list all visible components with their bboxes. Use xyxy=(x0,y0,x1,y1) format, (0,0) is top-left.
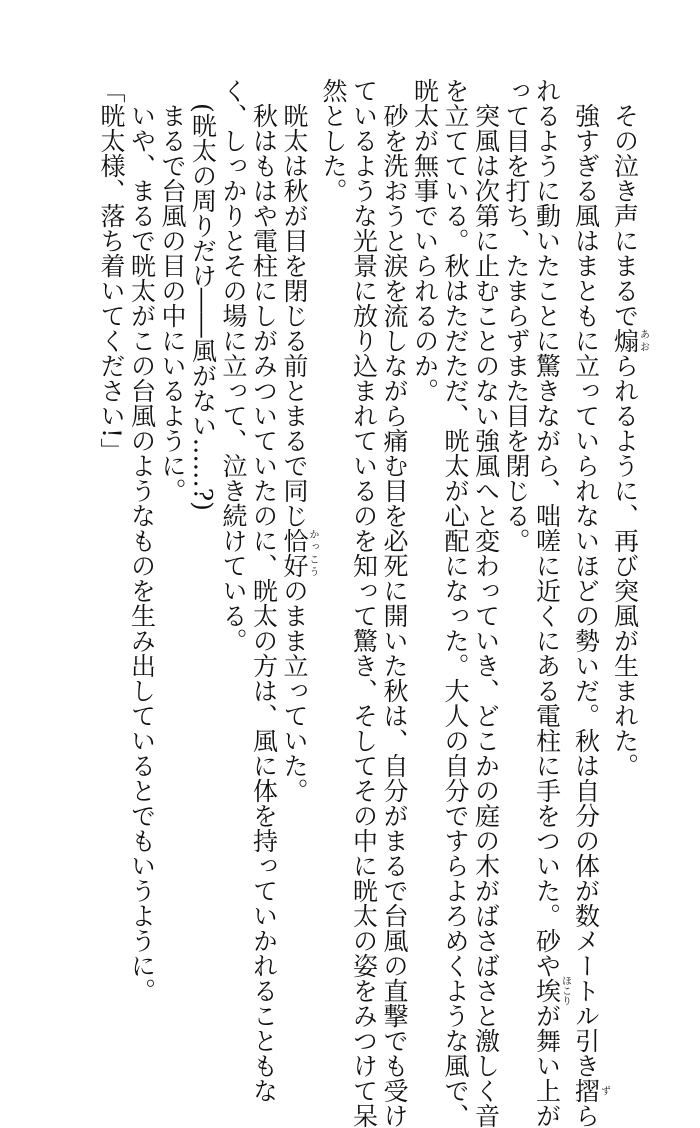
text-segment: 秋はもはや電柱にしがみついていたのに、晄太の方は、風に体を持っていかれることもな xyxy=(249,103,279,1103)
text-line xyxy=(248,78,279,1103)
text-segment: のまま立っていた。 xyxy=(280,578,309,803)
text-segment: が舞い上が xyxy=(532,1003,562,1128)
vertical-text-body xyxy=(96,78,649,1128)
text-line xyxy=(187,78,218,978)
furigana-word: 恰好かっこう xyxy=(280,528,318,578)
text-segment: まるで台風の目の中にいるように。 xyxy=(158,103,187,503)
text-segment: ているような光景に放り込まれているのを知って驚き、そしてその中に晄太の姿をみつけて呆 xyxy=(349,78,379,1128)
text-segment: 砂を洗おうと涙を流しながら痛む目を必死に開いた秋は、自分がまるで台風の直撃でも受け xyxy=(380,103,409,1128)
text-segment: 「晄太様、落ち着いてください!」 xyxy=(97,78,126,464)
text-line xyxy=(318,78,349,978)
text-line xyxy=(348,78,379,1128)
text-line xyxy=(531,78,571,1128)
text-segment: 然とした。 xyxy=(319,78,348,203)
furigana-reading: かっこう xyxy=(307,528,318,578)
text-line xyxy=(96,78,127,978)
text-segment: られるように、再び突風が生まれた。 xyxy=(610,353,640,778)
text-line xyxy=(609,78,648,978)
text-line xyxy=(157,78,188,978)
text-segment: く、しっかりとその場に立って、泣き続けている。 xyxy=(219,78,248,653)
furigana-reading: ほこり xyxy=(559,975,571,1006)
text-segment: 強すぎる風はまともに立っていられないほどの勢いだ。秋は自分の体が数メートル引き xyxy=(571,103,601,1078)
text-line xyxy=(570,78,610,1128)
furigana-reading: あお xyxy=(637,328,649,353)
text-segment: って目を打ち、たまらずまた目を閉じる。 xyxy=(502,78,531,553)
text-segment: 晄太が無事でいられるのか。 xyxy=(410,78,440,403)
furigana-word: 埃ほこり xyxy=(532,975,571,1006)
text-line xyxy=(501,78,532,978)
text-segment: ら xyxy=(571,1103,601,1128)
furigana-reading: ず xyxy=(598,1078,610,1103)
text-line xyxy=(218,78,249,978)
furigana-word: 煽あお xyxy=(610,328,649,353)
text-segment: れるように動いたことに驚きながら、咄嗟に近くにある電柱に手をついた。砂や xyxy=(532,78,562,978)
text-segment: を立てている。秋はただただ、晄太が心配になった。大人の自分ですらよろめくような風で、 xyxy=(441,78,470,1128)
text-line xyxy=(379,78,410,1128)
text-segment: (晄太の周りだけ――風がない……?) xyxy=(188,103,218,511)
furigana-word: 摺ず xyxy=(571,1078,610,1103)
text-line xyxy=(126,78,157,1003)
text-segment: 突風は次第に止むことのない強風へと変わっていき、どこかの庭の木がばさばさと激しく音 xyxy=(471,103,501,1128)
text-segment: 晄太は秋が目を閉じる前とまるで同じ xyxy=(280,103,309,528)
text-line xyxy=(279,78,318,978)
text-line xyxy=(440,78,471,1128)
text-segment: いや、まるで晄太がこの台風のようなものを生み出しているとでもいうように。 xyxy=(127,103,157,1003)
text-line xyxy=(409,78,440,978)
text-segment: その泣き声にまるで xyxy=(610,103,640,328)
text-line xyxy=(470,78,501,1128)
